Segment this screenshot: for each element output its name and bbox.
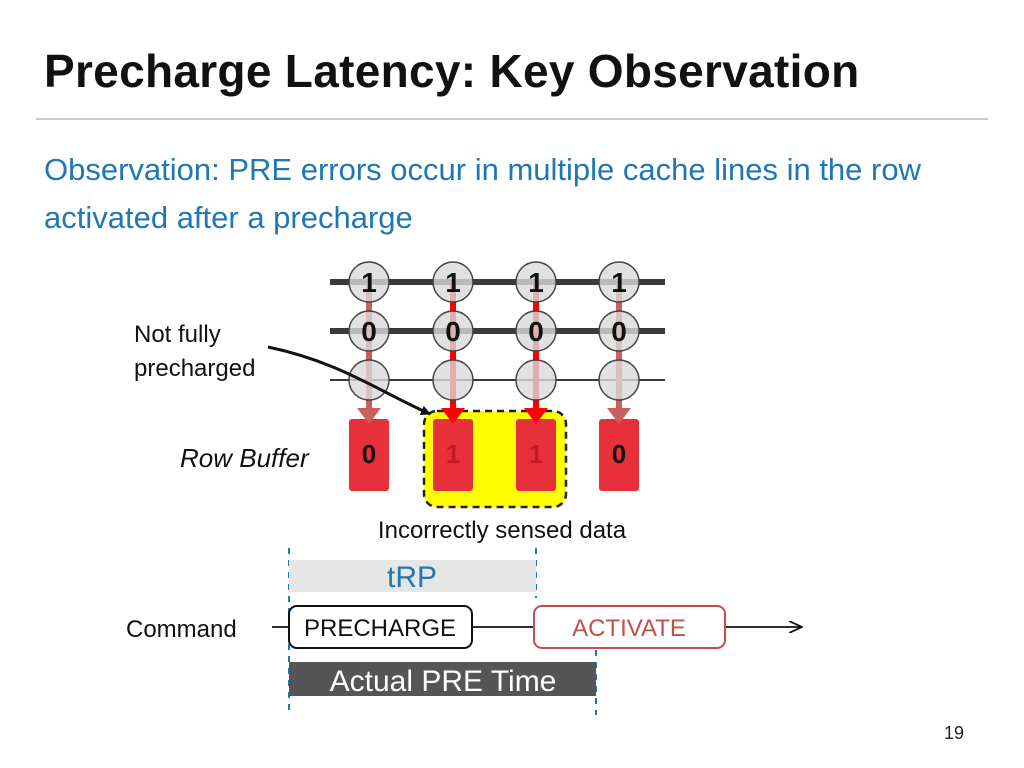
cell-value: 0 — [445, 316, 461, 347]
slide-title: Precharge Latency: Key Observation — [44, 45, 860, 97]
row-buffer-value: 0 — [361, 439, 377, 469]
actual-pre-time-label: Actual PRE Time — [329, 665, 557, 698]
cell-value: 1 — [528, 267, 544, 298]
row-buffer-label: Row Buffer — [180, 443, 309, 473]
slide-number: 19 — [943, 723, 964, 743]
cell-value: 0 — [528, 316, 544, 347]
not-fully-precharged-label — [134, 321, 255, 382]
cell-value: 0 — [361, 316, 377, 347]
cell-value: 0 — [611, 316, 627, 347]
activate-label: ACTIVATE — [572, 615, 686, 642]
not-fully-precharged-text-line2: precharged — [134, 355, 256, 382]
cell-value: 1 — [611, 267, 627, 298]
cell-value: 1 — [445, 267, 461, 298]
command-label: Command — [126, 616, 237, 643]
row-buffer-value: 1 — [528, 439, 544, 469]
row-buffer-value: 0 — [611, 439, 627, 469]
observation-text: Observation: PRE errors occur in multiple cache lines in the row activated after a precharge — [44, 152, 921, 235]
trp-label: tRP — [386, 561, 438, 594]
precharge-label: PRECHARGE — [303, 615, 457, 642]
cell-value: 1 — [361, 267, 377, 298]
row-buffer-value: 1 — [445, 439, 461, 469]
not-fully-precharged-text: Not fully — [134, 321, 221, 348]
incorrect-data-label: Incorrectly sensed data — [377, 517, 627, 544]
